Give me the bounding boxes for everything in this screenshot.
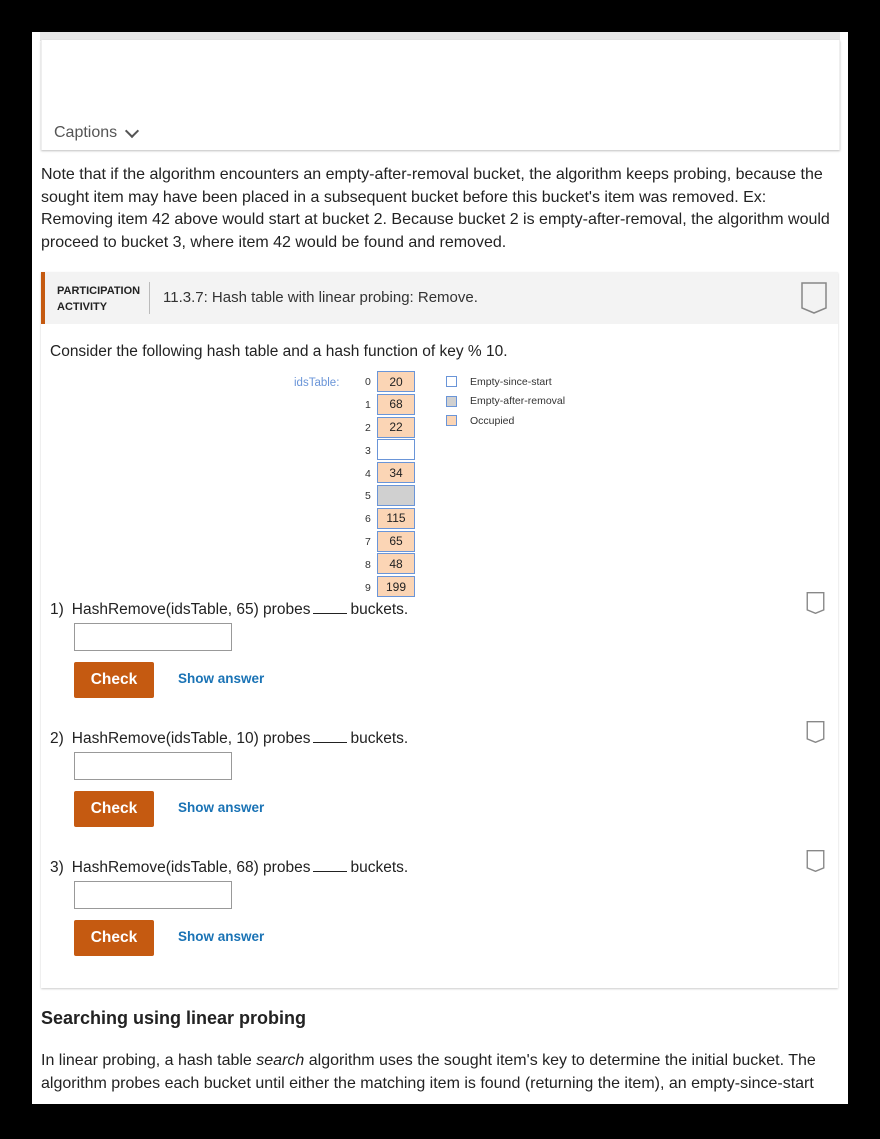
section-text-end: algorithm uses the sought item's key to determine the initial bucket. The algorithm probes each bucket until either the matching item is found (returning the item), an empty-since-start: [41, 1052, 816, 1092]
question-bookmark-icon: [806, 592, 825, 614]
question-number: 2): [50, 730, 64, 747]
question-number: 1): [50, 601, 64, 618]
question-3: [50, 859, 830, 946]
legend-swatch-icon: [446, 376, 457, 387]
bucket-index: 0: [365, 376, 371, 389]
show-answer-link[interactable]: Show answer: [178, 671, 265, 686]
section-text-emphasis: search: [256, 1052, 305, 1069]
legend-swatch-icon: [446, 396, 457, 407]
answer-blank: [313, 859, 347, 872]
bucket-cell: [377, 439, 415, 460]
section-heading: Searching using linear probing: [41, 1008, 307, 1028]
check-button[interactable]: Check: [74, 920, 154, 956]
activity-label-line2: ACTIVITY: [57, 301, 108, 313]
bucket-index: 2: [365, 421, 371, 434]
bucket-cell: 48: [377, 553, 415, 574]
bucket-cell: [377, 485, 415, 506]
question-2: [50, 730, 830, 817]
bucket-cell: 68: [377, 394, 415, 415]
table-row: [365, 531, 403, 554]
animation-card: [41, 40, 840, 150]
table-row: [365, 462, 403, 485]
bucket-cell: 34: [377, 462, 415, 483]
header-divider: [149, 282, 150, 314]
table-row: [365, 508, 406, 531]
section-text-start: In linear probing, a hash table: [41, 1052, 257, 1069]
table-row: [365, 485, 377, 508]
legend-label: Occupied: [470, 414, 515, 427]
bucket-cell: 22: [377, 417, 415, 438]
legend-swatch-icon: [446, 415, 457, 426]
answer-blank: [313, 601, 347, 614]
table-row: [365, 371, 403, 394]
question-bookmark-icon: [806, 850, 825, 872]
question-number: 3): [50, 859, 64, 876]
bucket-index: 1: [365, 399, 371, 412]
question-body: [72, 859, 408, 877]
question-suffix: buckets.: [350, 859, 409, 876]
activity-title: 11.3.7: Hash table with linear probing: Remove.: [163, 289, 478, 306]
answer-blank: [313, 730, 347, 743]
table-name: idsTable:: [294, 377, 340, 389]
bucket-cell: 199: [377, 576, 415, 597]
question-1: [50, 601, 830, 688]
captions-label: Captions: [54, 124, 118, 141]
check-button[interactable]: Check: [74, 662, 154, 698]
question-suffix: buckets.: [350, 730, 409, 747]
bucket-index: 4: [365, 467, 371, 480]
question-body: [72, 730, 408, 748]
bucket-cell: 115: [377, 508, 415, 529]
show-answer-link[interactable]: Show answer: [178, 929, 265, 944]
legend: [446, 372, 565, 431]
bucket-index: 3: [365, 444, 371, 457]
bucket-index: 7: [365, 535, 371, 548]
captions-toggle[interactable]: [54, 124, 137, 142]
table-row: [365, 576, 407, 599]
bucket-index: 9: [365, 581, 371, 594]
legend-item: [446, 392, 565, 412]
table-row: [365, 439, 377, 462]
section-paragraph: [41, 1050, 841, 1095]
question-body: [72, 601, 408, 619]
question-prefix: HashRemove(idsTable, 10) probes: [71, 730, 311, 747]
completion-bookmark-icon: [801, 282, 827, 314]
participation-activity: [41, 272, 838, 988]
table-row: [365, 394, 403, 417]
answer-input[interactable]: [74, 881, 232, 909]
bucket-index: 5: [365, 490, 371, 503]
question-suffix: buckets.: [350, 601, 409, 618]
legend-item: [446, 372, 565, 392]
bucket-index: 6: [365, 513, 371, 526]
question-prefix: HashRemove(idsTable, 68) probes: [71, 859, 311, 876]
activity-label-line1: PARTICIPATION: [57, 285, 141, 297]
chevron-down-icon: [125, 123, 139, 137]
answer-input[interactable]: [74, 623, 232, 651]
activity-body: [41, 324, 838, 988]
note-paragraph: Note that if the algorithm encounters an empty-after-removal bucket, the algorithm keeps probing, because the sought item may have been placed in a subsequent bucket before this bucket's item was removed. Ex: Removing item 42 above would start at bucket 2. Because bucket 2 is empty-after-removal, the algorithm would proceed to bucket 3, where item 42 would be found and removed.: [41, 166, 830, 251]
legend-label: Empty-after-removal: [470, 395, 566, 408]
legend-label: Empty-since-start: [470, 375, 552, 388]
hash-table: [365, 371, 407, 599]
question-bookmark-icon: [806, 721, 825, 743]
table-row: [365, 417, 403, 440]
page: [32, 32, 848, 1104]
bucket-cell: 65: [377, 531, 415, 552]
bucket-index: 8: [365, 558, 371, 571]
table-row: [365, 553, 403, 576]
question-text: [50, 859, 830, 877]
activity-header: [41, 272, 838, 324]
question-text: [50, 730, 830, 748]
question-prefix: HashRemove(idsTable, 65) probes: [71, 601, 311, 618]
legend-item: [446, 411, 565, 431]
question-text: [50, 601, 830, 619]
check-button[interactable]: Check: [74, 791, 154, 827]
activity-type-label: [57, 283, 140, 315]
activity-prompt: Consider the following hash table and a hash function of key % 10.: [50, 343, 508, 360]
show-answer-link[interactable]: Show answer: [178, 800, 265, 815]
bucket-cell: 20: [377, 371, 415, 392]
answer-input[interactable]: [74, 752, 232, 780]
